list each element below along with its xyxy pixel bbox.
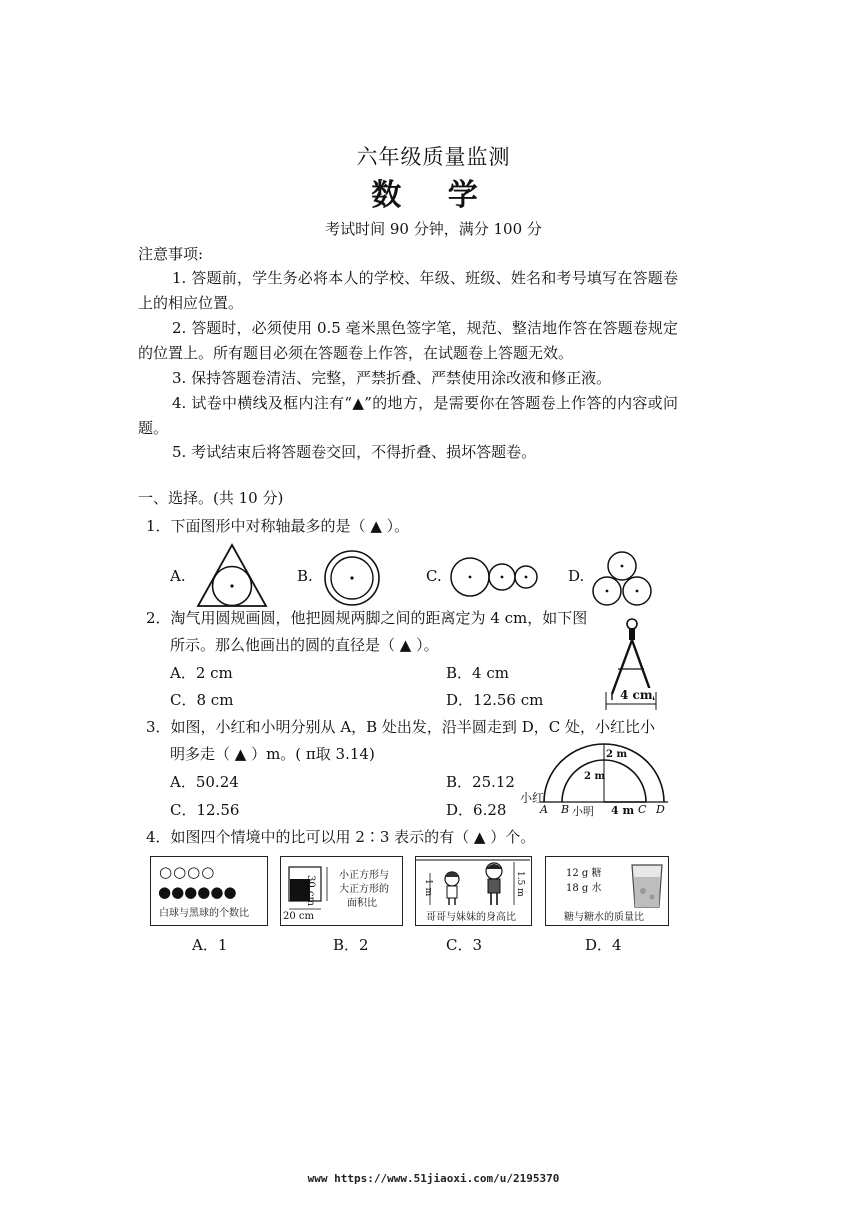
question-3-stem-line2: 明多走（ ▲ ）m。( π取 3.14) (170, 745, 375, 763)
q1-three-circles-row-figure (448, 555, 542, 599)
q3-top-gap-label: 2 m (606, 749, 628, 760)
sugar-amount: 12 g 糖 (566, 868, 602, 879)
white-balls-row: ○○○○ (159, 863, 216, 881)
q2-option-b: B．4 cm (446, 664, 509, 682)
q1-option-d-label: D. (568, 567, 585, 585)
q3-option-d: D．6.28 (446, 801, 507, 819)
q1-option-a-label: A. (170, 567, 186, 585)
q2-option-c: C．8 cm (170, 691, 234, 709)
q1-concentric-circles-figure (322, 548, 382, 608)
squares-caption-line3: 面积比 (347, 898, 377, 909)
sugar-water-caption: 糖与糖水的质量比 (564, 912, 644, 923)
question-4-stem: 4．如图四个情境中的比可以用 2∶3 表示的有（ ▲ ）个。 (146, 828, 536, 846)
notice-item-4: 4. 试卷中横线及框内注有“▲”的地方，是需要你在答题卷上作答的内容或问题。 (138, 394, 678, 437)
section-heading: 一、选择。(共 10 分) (138, 489, 284, 507)
small-square-side-label: 20 cm (283, 911, 314, 922)
squares-caption-line1: 小正方形与 (339, 870, 389, 881)
notice-item-5: 5. 考试结束后将答题卷交回，不得折叠、损坏答题卷。 (172, 443, 537, 461)
q4-scene-squares (280, 856, 403, 926)
water-amount: 18 g 水 (566, 883, 602, 894)
sister-height-label: 1 m (423, 879, 433, 897)
big-square-side-label: 30 cm (305, 875, 316, 906)
q3-point-c: C (638, 803, 647, 816)
q4-scene-heights (415, 856, 532, 926)
q3-side-label: 2 m (584, 771, 606, 782)
notice-heading: 注意事项: (138, 245, 204, 263)
q4-option-a: A．1 (192, 936, 228, 954)
exam-info: 考试时间 90 分钟，满分 100 分 (325, 220, 542, 238)
q4-option-d: D．4 (585, 936, 622, 954)
q3-point-d: D (656, 803, 665, 816)
q4-option-b: B．2 (333, 936, 369, 954)
q3-option-a: A．50.24 (170, 773, 239, 791)
water-glass-icon (628, 861, 666, 909)
question-1-stem: 1．下面图形中对称轴最多的是（ ▲ ）。 (146, 517, 410, 535)
q1-three-circles-cluster-figure (590, 547, 654, 607)
subject-title: 数 学 (371, 178, 496, 213)
q3-point-b: B (561, 803, 570, 816)
q4-scene-sugar-water (545, 856, 669, 926)
q2-option-d: D．12.56 cm (446, 691, 544, 709)
notice-item-3: 3. 保持答题卷清洁、完整，严禁折叠、严禁使用涂改液和修正液。 (172, 369, 612, 387)
q4-scene-balls (150, 856, 268, 926)
q3-xiaoming-label: 小明 (572, 805, 594, 818)
question-2-stem-line2: 所示。那么他画出的圆的直径是（ ▲ ）。 (170, 636, 439, 654)
question-2-stem-line1: 2．淘气用圆规画圆，他把圆规两脚之间的距离定为 4 cm，如下图 (146, 609, 588, 627)
compass-distance-label: 4 cm (620, 688, 653, 702)
q3-point-a: A (540, 803, 548, 816)
q3-xiaohong-label: 小红 (520, 791, 545, 805)
notice-item-1: 1. 答题前，学生务必将本人的学校、年级、班级、姓名和考号填写在答题卷上的相应位置。 (138, 269, 678, 312)
q2-option-a: A．2 cm (170, 664, 233, 682)
footer-url: www https://www.51jiaoxi.com/u/2195370 (307, 1172, 560, 1185)
q1-triangle-circle-figure (196, 543, 268, 609)
q3-option-c: C．12.56 (170, 801, 240, 819)
q3-option-b: B．25.12 (446, 773, 515, 791)
balls-caption: 白球与黑球的个数比 (159, 908, 249, 919)
question-3-stem-line1: 3．如图，小红和小明分别从 A，B 处出发，沿半圆走到 D，C 处，小红比小 (146, 718, 655, 736)
q4-option-c: C．3 (446, 936, 483, 954)
black-balls-row: ●●●●●● (158, 883, 237, 901)
brother-height-label: 1.5 m (515, 871, 525, 897)
q1-option-b-label: B. (297, 567, 313, 585)
q1-option-c-label: C. (426, 567, 442, 585)
heights-caption: 哥哥与妹妹的身高比 (426, 912, 516, 923)
exam-title: 六年级质量监测 (356, 145, 511, 169)
q3-bottom-label: 4 m (611, 804, 635, 817)
squares-caption-line2: 大正方形的 (339, 884, 389, 895)
notice-item-2: 2. 答题时，必须使用 0.5 毫米黑色签字笔，规范、整洁地作答在答题卷规定的位置上。所有题目必须在答题卷上作答，在试题卷上答题无效。 (138, 319, 678, 362)
